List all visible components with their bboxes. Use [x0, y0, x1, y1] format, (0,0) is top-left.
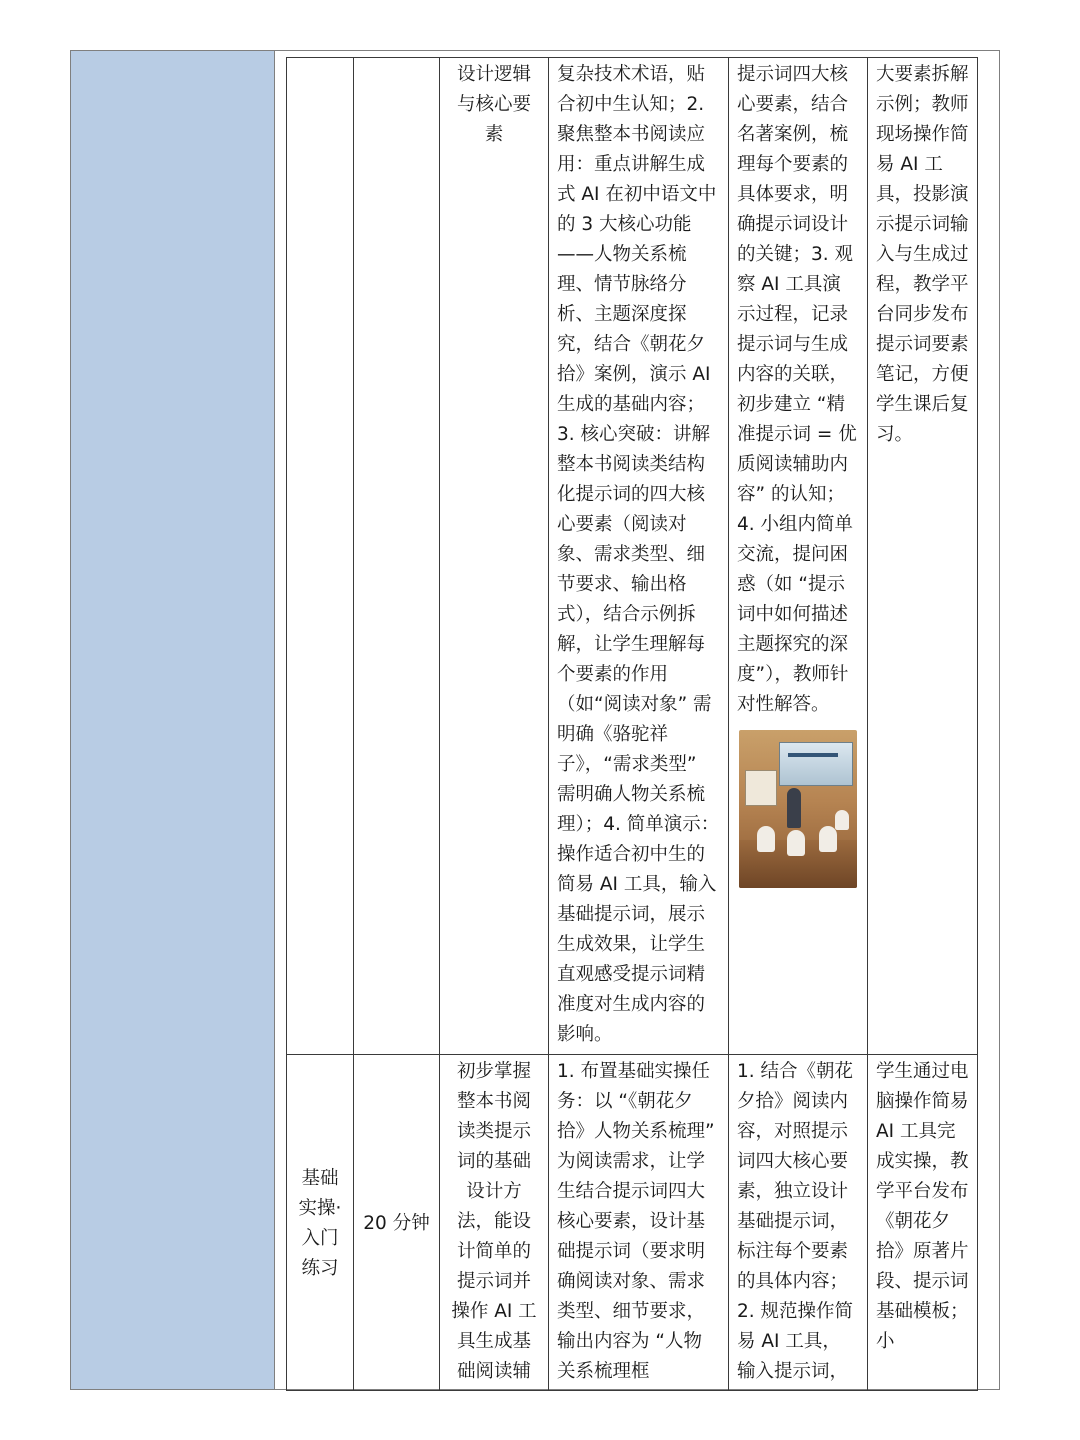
duration-text	[354, 58, 439, 60]
resources-cell	[868, 1055, 978, 1391]
stage-cell	[287, 58, 354, 1055]
teacher-activity-cell	[549, 58, 729, 1055]
student-activity-cell	[729, 1055, 868, 1391]
stage-text: 基础实操·入门练习	[298, 1167, 342, 1279]
resources-cell	[868, 58, 978, 1055]
student-activity-cell	[729, 58, 868, 1055]
duration-cell	[354, 1055, 440, 1391]
stage-text	[287, 58, 353, 60]
goal-cell	[440, 1055, 549, 1391]
goal-text: 设计逻辑与核心要素	[456, 64, 531, 145]
duration-cell	[354, 58, 440, 1055]
classroom-photo-icon	[739, 730, 857, 888]
lesson-plan-table	[286, 57, 978, 1391]
goal-text: 初步掌握整本书阅读类提示词的基础设计方法，能设计简单的提示词并操作 AI 工具生成基础阅读辅	[451, 1061, 537, 1382]
teacher-activity-text: 1. 布置基础实操任务：以 “《朝花夕拾》人物关系梳理” 为阅读需求，让学生结合提示词四大核心要素，设计基础提示词（要求明确阅读对象、需求类型、细节要求，输出内容为 “人物关系梳理框	[557, 1061, 715, 1382]
teacher-activity-cell	[549, 1055, 729, 1391]
student-activity-text: 提示词四大核心要素，结合名著案例，梳理每个要素的具体要求，明确提示词设计的关键；3. 观察 AI 工具演示过程，记录提示词与生成内容的关联，初步建立 “精准提示词 = 优质阅读辅助内容” 的认知；4. 小组内简单交流，提问困惑（如 “提示词中如何描述主题探究的深度”），教师针对性解答。	[737, 64, 857, 715]
student-activity-text: 1. 结合《朝花夕拾》阅读内容，对照提示词四大核心要素，独立设计基础提示词，标注每个要素的具体内容；2. 规范操作简易 AI 工具，输入提示词，	[737, 1061, 854, 1382]
left-sidebar-band	[70, 50, 275, 1390]
duration-text: 20 分钟	[363, 1212, 430, 1234]
table-row	[287, 58, 978, 1055]
resources-text: 学生通过电脑操作简易 AI 工具完成实操，教学平台发布《朝花夕拾》原著片段、提示词基础模板；小	[876, 1061, 969, 1352]
goal-cell	[440, 58, 549, 1055]
table-row	[287, 1055, 978, 1391]
teacher-activity-text: 复杂技术术语，贴合初中生认知；2. 聚焦整本书阅读应用：重点讲解生成式 AI 在初中语文中的 3 大核心功能——人物关系梳理、情节脉络分析、主题深度探究，结合《朝花夕拾》案例，演示 AI 生成的基础内容；3. 核心突破：讲解整本书阅读类结构化提示词的四大核心要素（阅读对象、需求类型、细节要求、输出格式），结合示例拆解，让学生理解每个要素的作用（如“阅读对象” 需明确《骆驼祥子》，“需求类型” 需明确人物关系梳理）；4. 简单演示：操作适合初中生的简易 AI 工具，输入基础提示词，展示生成效果，让学生直观感受提示词精准度对生成内容的影响。	[557, 64, 720, 1045]
resources-text: 大要素拆解示例；教师现场操作简易 AI 工具，投影演示提示词输入与生成过程，教学平台同步发布提示词要素笔记，方便学生课后复习。	[876, 64, 969, 445]
stage-cell	[287, 1055, 354, 1391]
